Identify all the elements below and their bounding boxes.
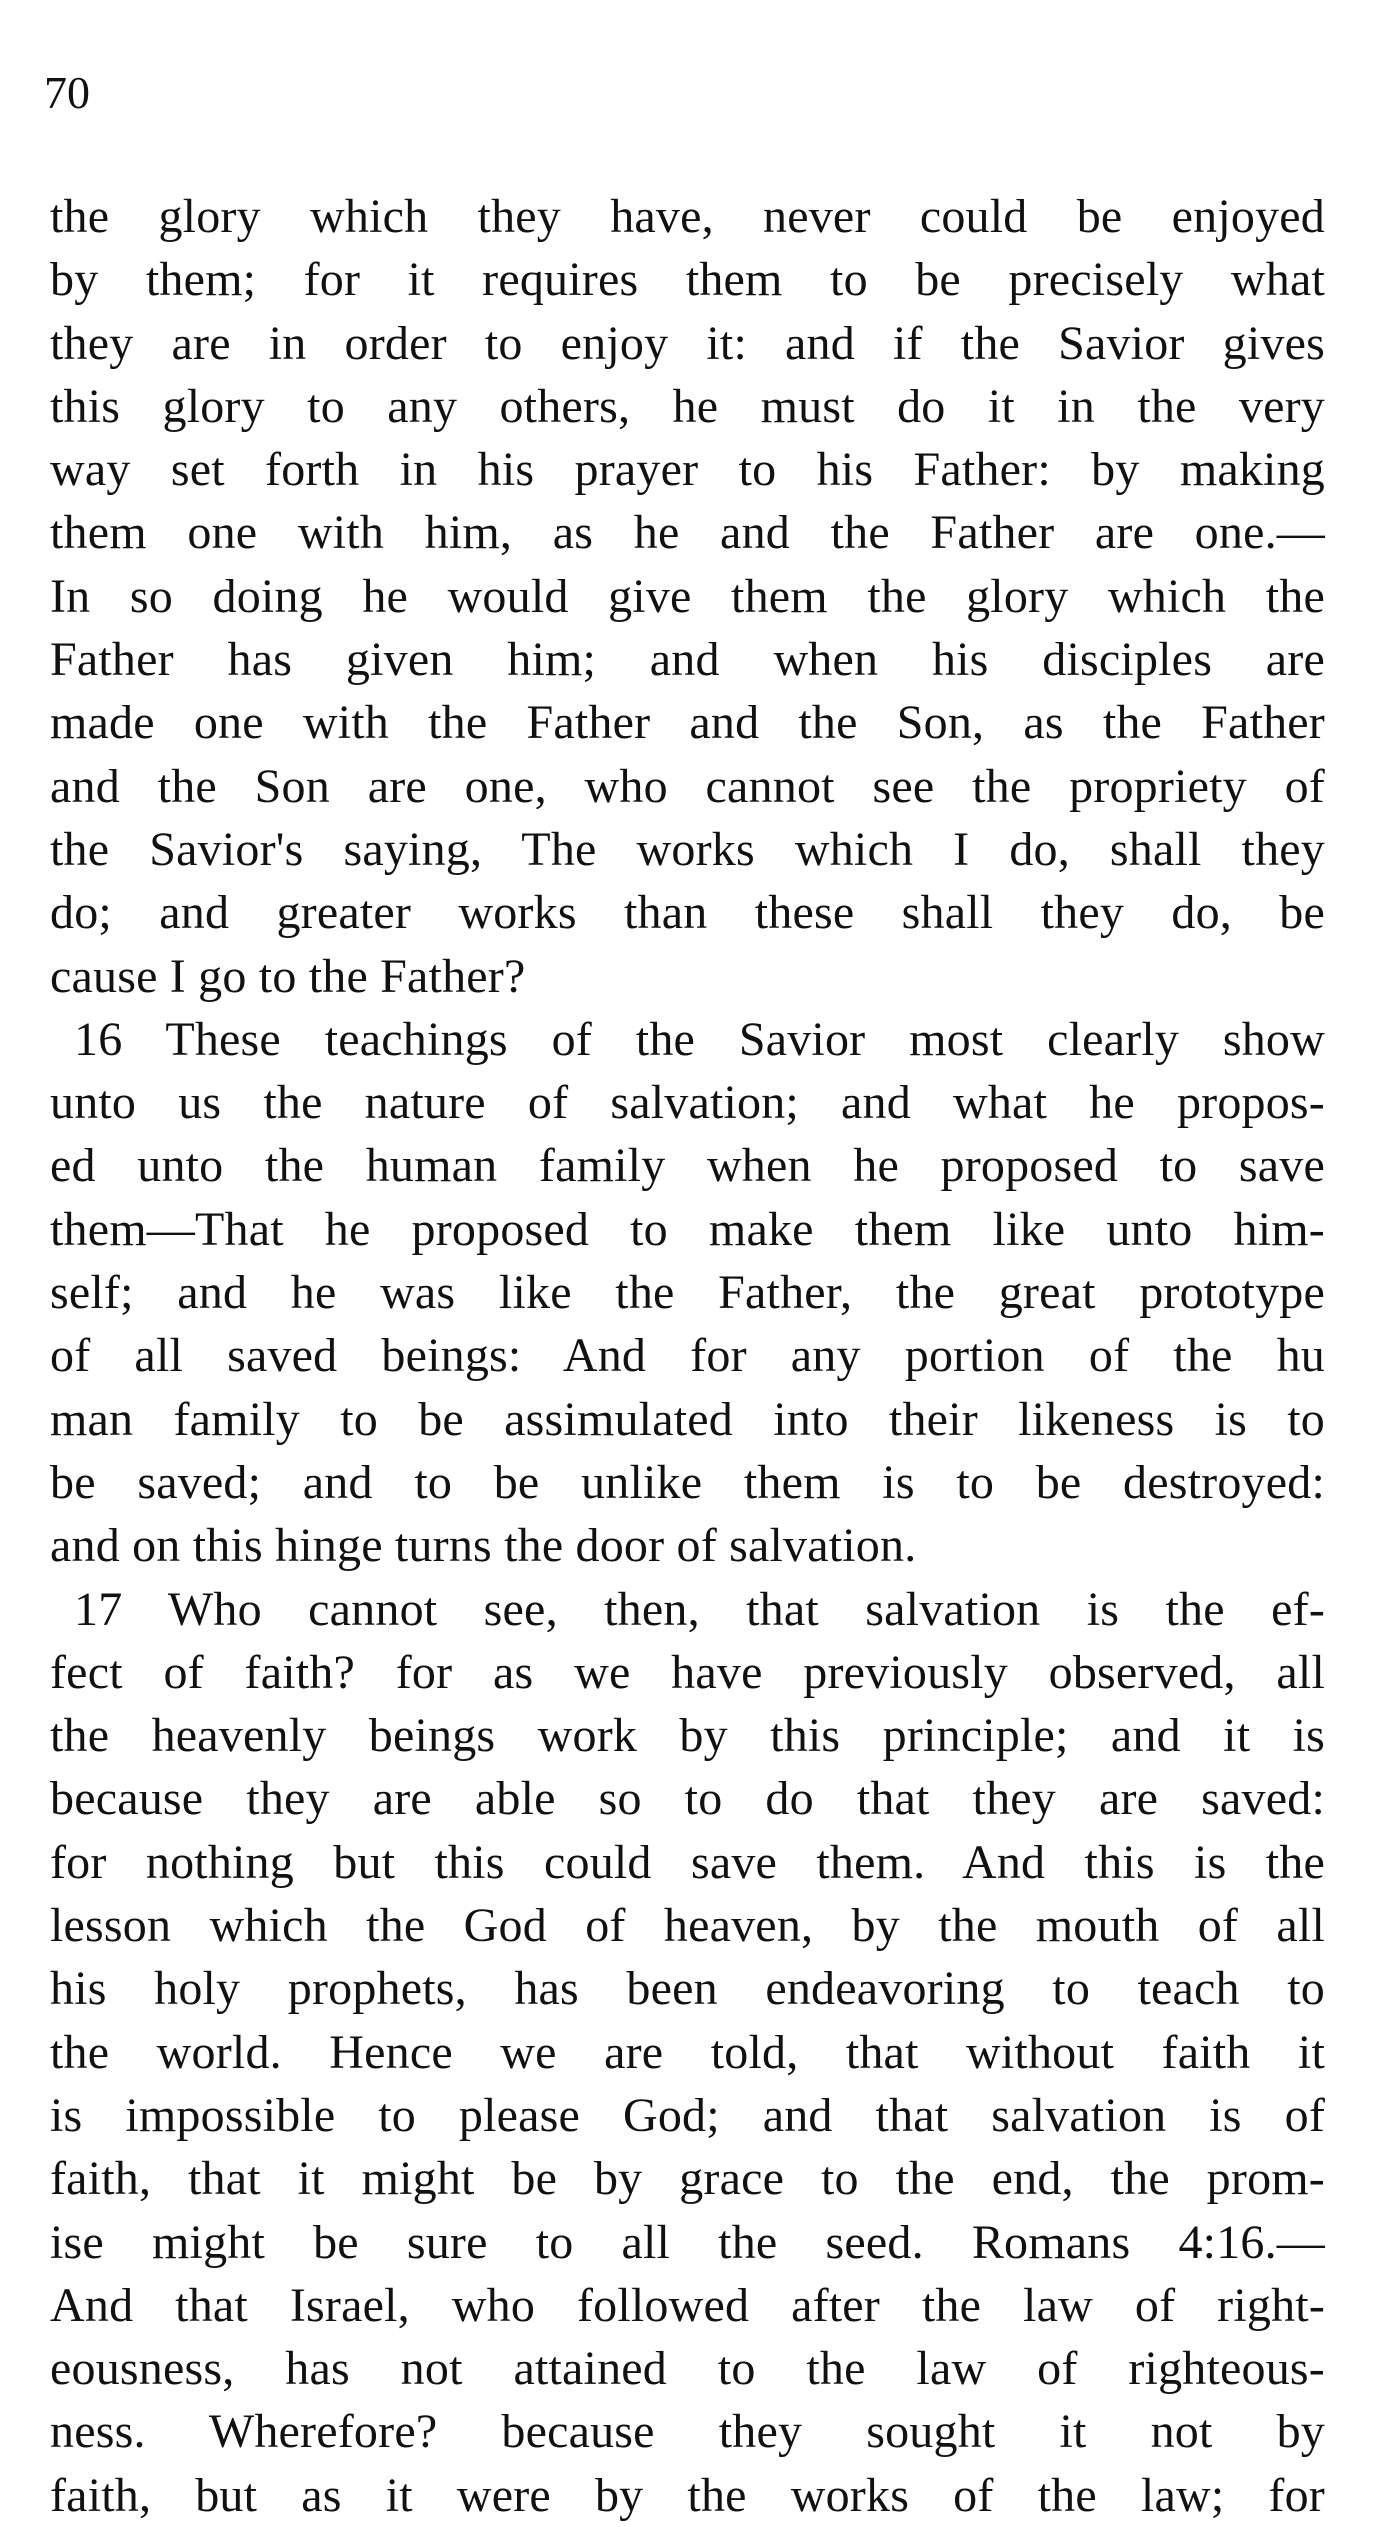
text-line: self; and he was like the Father, the great prototype: [50, 1266, 1325, 1320]
page-number: 70: [44, 67, 90, 118]
paragraph-start-line: 17 Who cannot see, then, that salvation is the ef-: [74, 1582, 1325, 1636]
text-line: In so doing he would give them the glory which the: [50, 569, 1325, 623]
text-line: of all saved beings: And for any portion of the hu: [50, 1329, 1325, 1383]
text-line: they are in order to enjoy it: and if the Savior gives: [50, 316, 1325, 370]
text-line: because they are able so to do that they are saved:: [50, 1772, 1325, 1826]
paragraph-end-line: cause I go to the Father?: [50, 949, 526, 1003]
text-line: ise might be sure to all the seed. Romans 4:16.—: [50, 2215, 1325, 2269]
text-line: them one with him, as he and the Father are one.—: [50, 506, 1325, 560]
text-line: fect of faith? for as we have previously observed, all: [50, 1645, 1325, 1699]
paragraph-start-line: 16 These teachings of the Savior most clearly show: [74, 1012, 1325, 1066]
text-line: this glory to any others, he must do it in the very: [50, 379, 1325, 433]
paragraph-end-line: and on this hinge turns the door of salvation.: [50, 1519, 917, 1573]
text-line: the Savior's saying, The works which I do, shall they: [50, 822, 1325, 876]
text-line: made one with the Father and the Son, as the Father: [50, 696, 1325, 750]
text-line: do; and greater works than these shall they do, be: [50, 886, 1325, 940]
text-line: eousness, has not attained to the law of righteous-: [50, 2342, 1325, 2396]
text-line: be saved; and to be unlike them is to be destroyed:: [50, 1455, 1325, 1509]
text-line: Father has given him; and when his disciples are: [50, 633, 1325, 687]
text-line: is impossible to please God; and that salvation is of: [50, 2088, 1325, 2142]
text-line: lesson which the God of heaven, by the mouth of all: [50, 1899, 1325, 1953]
text-line: faith, but as it were by the works of the law; for: [50, 2468, 1325, 2522]
text-line: ness. Wherefore? because they sought it not by: [50, 2405, 1325, 2459]
body-text: [50, 185, 1325, 2527]
text-line: faith, that it might be by grace to the end, the prom-: [50, 2152, 1325, 2206]
text-line: the world. Hence we are told, that without faith it: [50, 2025, 1325, 2079]
text-line: ed unto the human family when he proposed to save: [50, 1139, 1325, 1193]
text-line: the glory which they have, never could be enjoyed: [50, 190, 1325, 243]
text-line: man family to be assimulated into their likeness is to: [50, 1392, 1325, 1446]
text-line: way set forth in his prayer to his Father: by making: [50, 443, 1325, 497]
text-line: and the Son are one, who cannot see the propriety of: [50, 759, 1325, 813]
text-line: the heavenly beings work by this principle; and it is: [50, 1709, 1325, 1763]
text-line: them—That he proposed to make them like unto him-: [50, 1202, 1325, 1256]
text-line: his holy prophets, has been endeavoring to teach to: [50, 1962, 1325, 2016]
text-line: unto us the nature of salvation; and what he propos-: [50, 1076, 1325, 1130]
text-line: by them; for it requires them to be precisely what: [50, 253, 1325, 307]
text-line: for nothing but this could save them. And this is the: [50, 1835, 1325, 1889]
text-line: And that Israel, who followed after the law of right-: [50, 2278, 1325, 2332]
